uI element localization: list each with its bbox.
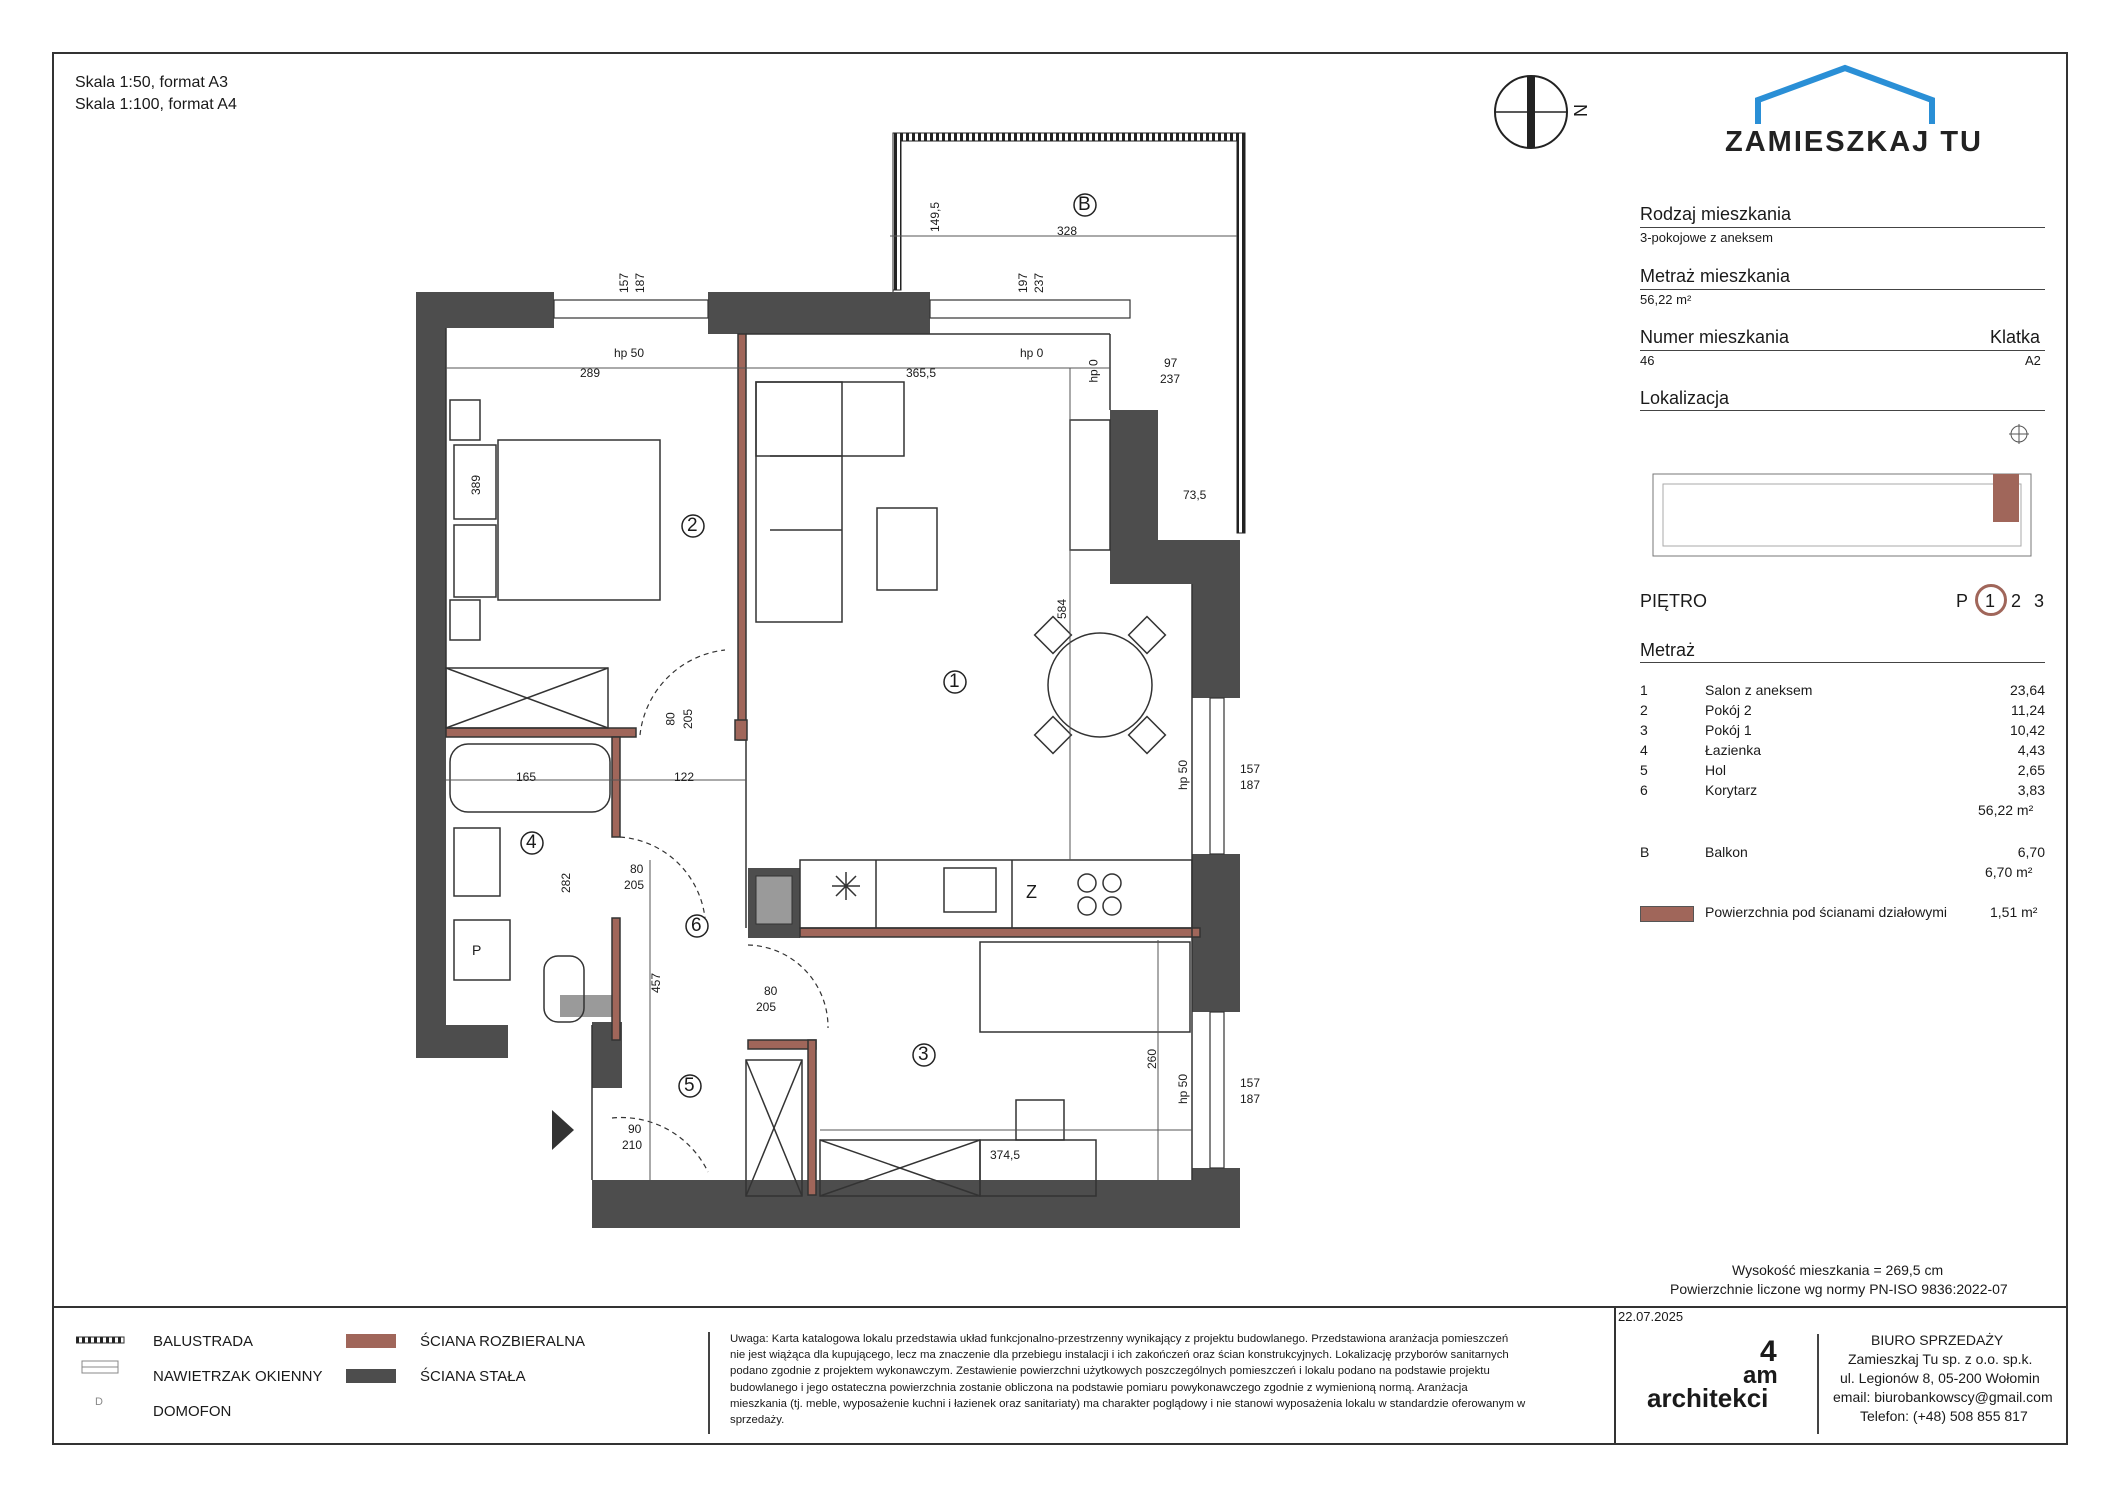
number-label: Numer mieszkania: [1640, 327, 1790, 347]
sales-phone[interactable]: Telefon: (+48) 508 855 817: [1860, 1408, 2028, 1424]
room-row: 4 Łazienka 4,43: [1640, 742, 2045, 758]
location-label: Lokalizacja: [1640, 388, 1730, 408]
date: 22.07.2025: [1618, 1309, 1684, 1324]
dim-197: 197: [1016, 272, 1031, 294]
dim-187-right2: 187: [1240, 1092, 1261, 1106]
room-row: 6 Korytarz 3,83: [1640, 782, 2045, 798]
dim-457: 457: [649, 972, 664, 994]
dining-table: [1035, 617, 1166, 754]
partition-swatch: [1640, 906, 1694, 922]
dim-289: 289: [580, 366, 601, 380]
type-value: 3-pokojowe z aneksem: [1640, 230, 1773, 245]
hp-0-side: hp 0: [1086, 359, 1101, 383]
fridge: [756, 876, 792, 924]
legend-swatch-stala: [346, 1369, 396, 1383]
entrance-arrow: [552, 1110, 574, 1150]
kitchen-counter: [800, 860, 1192, 928]
legend-sciana-stala: ŚCIANA STAŁA: [420, 1368, 526, 1385]
scale-a3: Skala 1:50, format A3: [75, 74, 228, 91]
room-number-6: 6: [691, 915, 702, 936]
legend-balustrada: BALUSTRADA: [153, 1333, 254, 1350]
dim-3655: 365,5: [906, 366, 937, 380]
dim-97: 97: [1164, 356, 1178, 370]
dim-237-top: 237: [1032, 272, 1047, 294]
room-number-5: 5: [684, 1075, 695, 1096]
room-row: 5 Hol 2,65: [1640, 762, 2045, 778]
hp-50-top: hp 50: [614, 346, 645, 360]
stair-label: Klatka: [1990, 327, 2041, 347]
balcony-total: 6,70 m²: [1985, 864, 2033, 880]
dim-122: 122: [674, 770, 695, 784]
room-number-4: 4: [526, 832, 537, 853]
balcony-balustrade: [893, 133, 1245, 533]
dim-157-right2: 157: [1240, 1076, 1261, 1090]
divider: [1640, 227, 2045, 228]
bed: [450, 400, 660, 640]
dim-205-door2: 205: [681, 708, 696, 730]
floor-level-1: 1: [1985, 591, 1996, 611]
disclaimer-note: Uwaga: Karta katalogowa lokalu przedstawia układ funkcjonalno-przestrzenny wynikający z projektu budowlanego. Przedstawiona aranżacja pomieszczeń nie jest wiążąca dla kupującego, lecz ma znaczenie dla przebiegu instalacji i ich zakończeń oraz ścian konstrukcyjnych. Lokalizację przyborów sanitarnych podano zgodnie z projektem wykonawczym. Zestawienie powierzchni użytkowych poszczególnych pomieszczeń i lokalu podano na podstawie projektu budowlanego i jego ostateczna powierzchnia zostanie obliczona na podstawie pomiaru powykonawczego zgodnie z wymienioną normą. Aranżacja mieszkania (tj. meble, wyposażenie kuchni i łazienek oraz sanitariaty) ma charakter poglądowy i nie stanowi wyposażenia lokalu w standardzie oferowanym w sprzedaży.: [730, 1333, 1526, 1427]
svg-text:D: D: [95, 1396, 103, 1408]
floor-label: PIĘTRO: [1640, 591, 1708, 611]
sales-address: ul. Legionów 8, 05-200 Wołomin: [1840, 1370, 2040, 1386]
legend-sciana-rozbieralna: ŚCIANA ROZBIERALNA: [420, 1333, 586, 1350]
norm-note: Powierzchnie liczone wg normy PN-ISO 9836:2022-07: [1670, 1281, 2008, 1297]
room-number-3: 3: [918, 1044, 929, 1065]
floor-level-3: 3: [2034, 591, 2045, 611]
hp-0-top: hp 0: [1020, 346, 1044, 360]
partition-walls: [446, 334, 1200, 1195]
dim-260: 260: [1145, 1048, 1160, 1070]
note-bar: [708, 1332, 710, 1434]
kitchen-mark: Z: [1026, 882, 1037, 902]
partition-label: Powierzchnia pod ścianami działowymi: [1705, 904, 1947, 920]
legend-swatch-rozbieralna: [346, 1334, 396, 1348]
hp-50-right1: hp 50: [1176, 759, 1191, 791]
sofa: [756, 382, 904, 622]
dim-157-right1: 157: [1240, 762, 1261, 776]
height-note: Wysokość mieszkania = 269,5 cm: [1732, 1262, 1944, 1278]
bathroom-fixtures: [450, 744, 610, 1022]
dim-187-top: 187: [633, 272, 648, 294]
brand-name: ZAMIESZKAJ TU: [1725, 126, 1983, 158]
architect-logo-am: am: [1743, 1362, 1778, 1389]
architect-logo-architekci: architekci: [1647, 1383, 1769, 1413]
compass-icon: [1495, 76, 1567, 148]
dim-735: 73,5: [1183, 488, 1207, 502]
type-label: Rodzaj mieszkania: [1640, 204, 1792, 224]
dim-187-right1: 187: [1240, 778, 1261, 792]
dim-80-door2: 80: [663, 712, 678, 726]
dimension-lines: [446, 236, 1237, 1180]
room-row: 3 Pokój 1 10,42: [1640, 722, 2045, 738]
sales-email[interactable]: email: biurobankowscy@gmail.com: [1833, 1389, 2053, 1405]
balcony-row: B Balkon 6,70: [1640, 844, 2045, 860]
dim-584: 584: [1055, 598, 1070, 620]
dim-237-side: 237: [1160, 372, 1181, 386]
wc-mark: P: [472, 942, 482, 958]
dim-205-door4: 205: [624, 878, 645, 892]
dim-328: 328: [1057, 224, 1078, 238]
architect-logo-4: 4: [1760, 1335, 1777, 1368]
stair-value: A2: [2025, 353, 2041, 368]
location-map: [1653, 424, 2031, 556]
room-row: 2 Pokój 2 11,24: [1640, 702, 2045, 718]
legend-nawietrzak: NAWIETRZAK OKIENNY: [153, 1368, 323, 1385]
divider: [1640, 662, 2045, 663]
divider: [1640, 289, 2045, 290]
area-value: 56,22 m²: [1640, 292, 1692, 307]
dim-165: 165: [516, 770, 537, 784]
dim-205-door3: 205: [756, 1000, 777, 1014]
legend-domofon: DOMOFON: [153, 1403, 232, 1420]
room-row: 1 Salon z aneksem 23,64: [1640, 682, 2045, 698]
area-label: Metraż mieszkania: [1640, 266, 1791, 286]
sales-bar: [1817, 1334, 1819, 1434]
partition-area: 1,51 m²: [1990, 904, 2038, 920]
divider: [1640, 350, 2045, 351]
rooms-total: 56,22 m²: [1978, 802, 2034, 818]
compass-north-label: N: [1570, 104, 1590, 117]
metraz-label: Metraż: [1640, 640, 1696, 660]
dim-80-door3: 80: [764, 984, 778, 998]
bottom-strip-divider: [52, 1306, 2068, 1308]
structural-walls: [416, 292, 1240, 1228]
dim-1495: 149,5: [928, 201, 943, 233]
dim-210: 210: [622, 1138, 643, 1152]
dim-90: 90: [628, 1122, 642, 1136]
dim-282: 282: [559, 872, 574, 894]
coffee-table: [877, 508, 937, 590]
room-number-b: B: [1078, 194, 1091, 215]
number-value: 46: [1640, 353, 1655, 368]
sales-title: BIURO SPRZEDAŻY: [1871, 1332, 2004, 1348]
legend-symbols: [76, 1335, 136, 1415]
dim-80-door4: 80: [630, 862, 644, 876]
dim-157-top: 157: [617, 272, 632, 294]
sales-company: Zamieszkaj Tu sp. z o.o. sp.k.: [1848, 1351, 2033, 1367]
divider: [1640, 410, 2045, 411]
brand-house-logo-icon: [1740, 62, 1950, 132]
room-number-2: 2: [687, 515, 698, 536]
dim-389: 389: [469, 474, 484, 496]
bottom-vertical-divider: [1614, 1306, 1616, 1445]
hp-50-right2: hp 50: [1176, 1073, 1191, 1105]
tv-cabinet: [1070, 420, 1110, 550]
wardrobe-room2: [446, 668, 608, 728]
dim-3745: 374,5: [990, 1148, 1021, 1162]
floor-level-p: P: [1956, 591, 1969, 611]
floor-level-2: 2: [2011, 591, 2022, 611]
scale-a4: Skala 1:100, format A4: [75, 96, 237, 113]
room-number-1: 1: [949, 671, 960, 692]
